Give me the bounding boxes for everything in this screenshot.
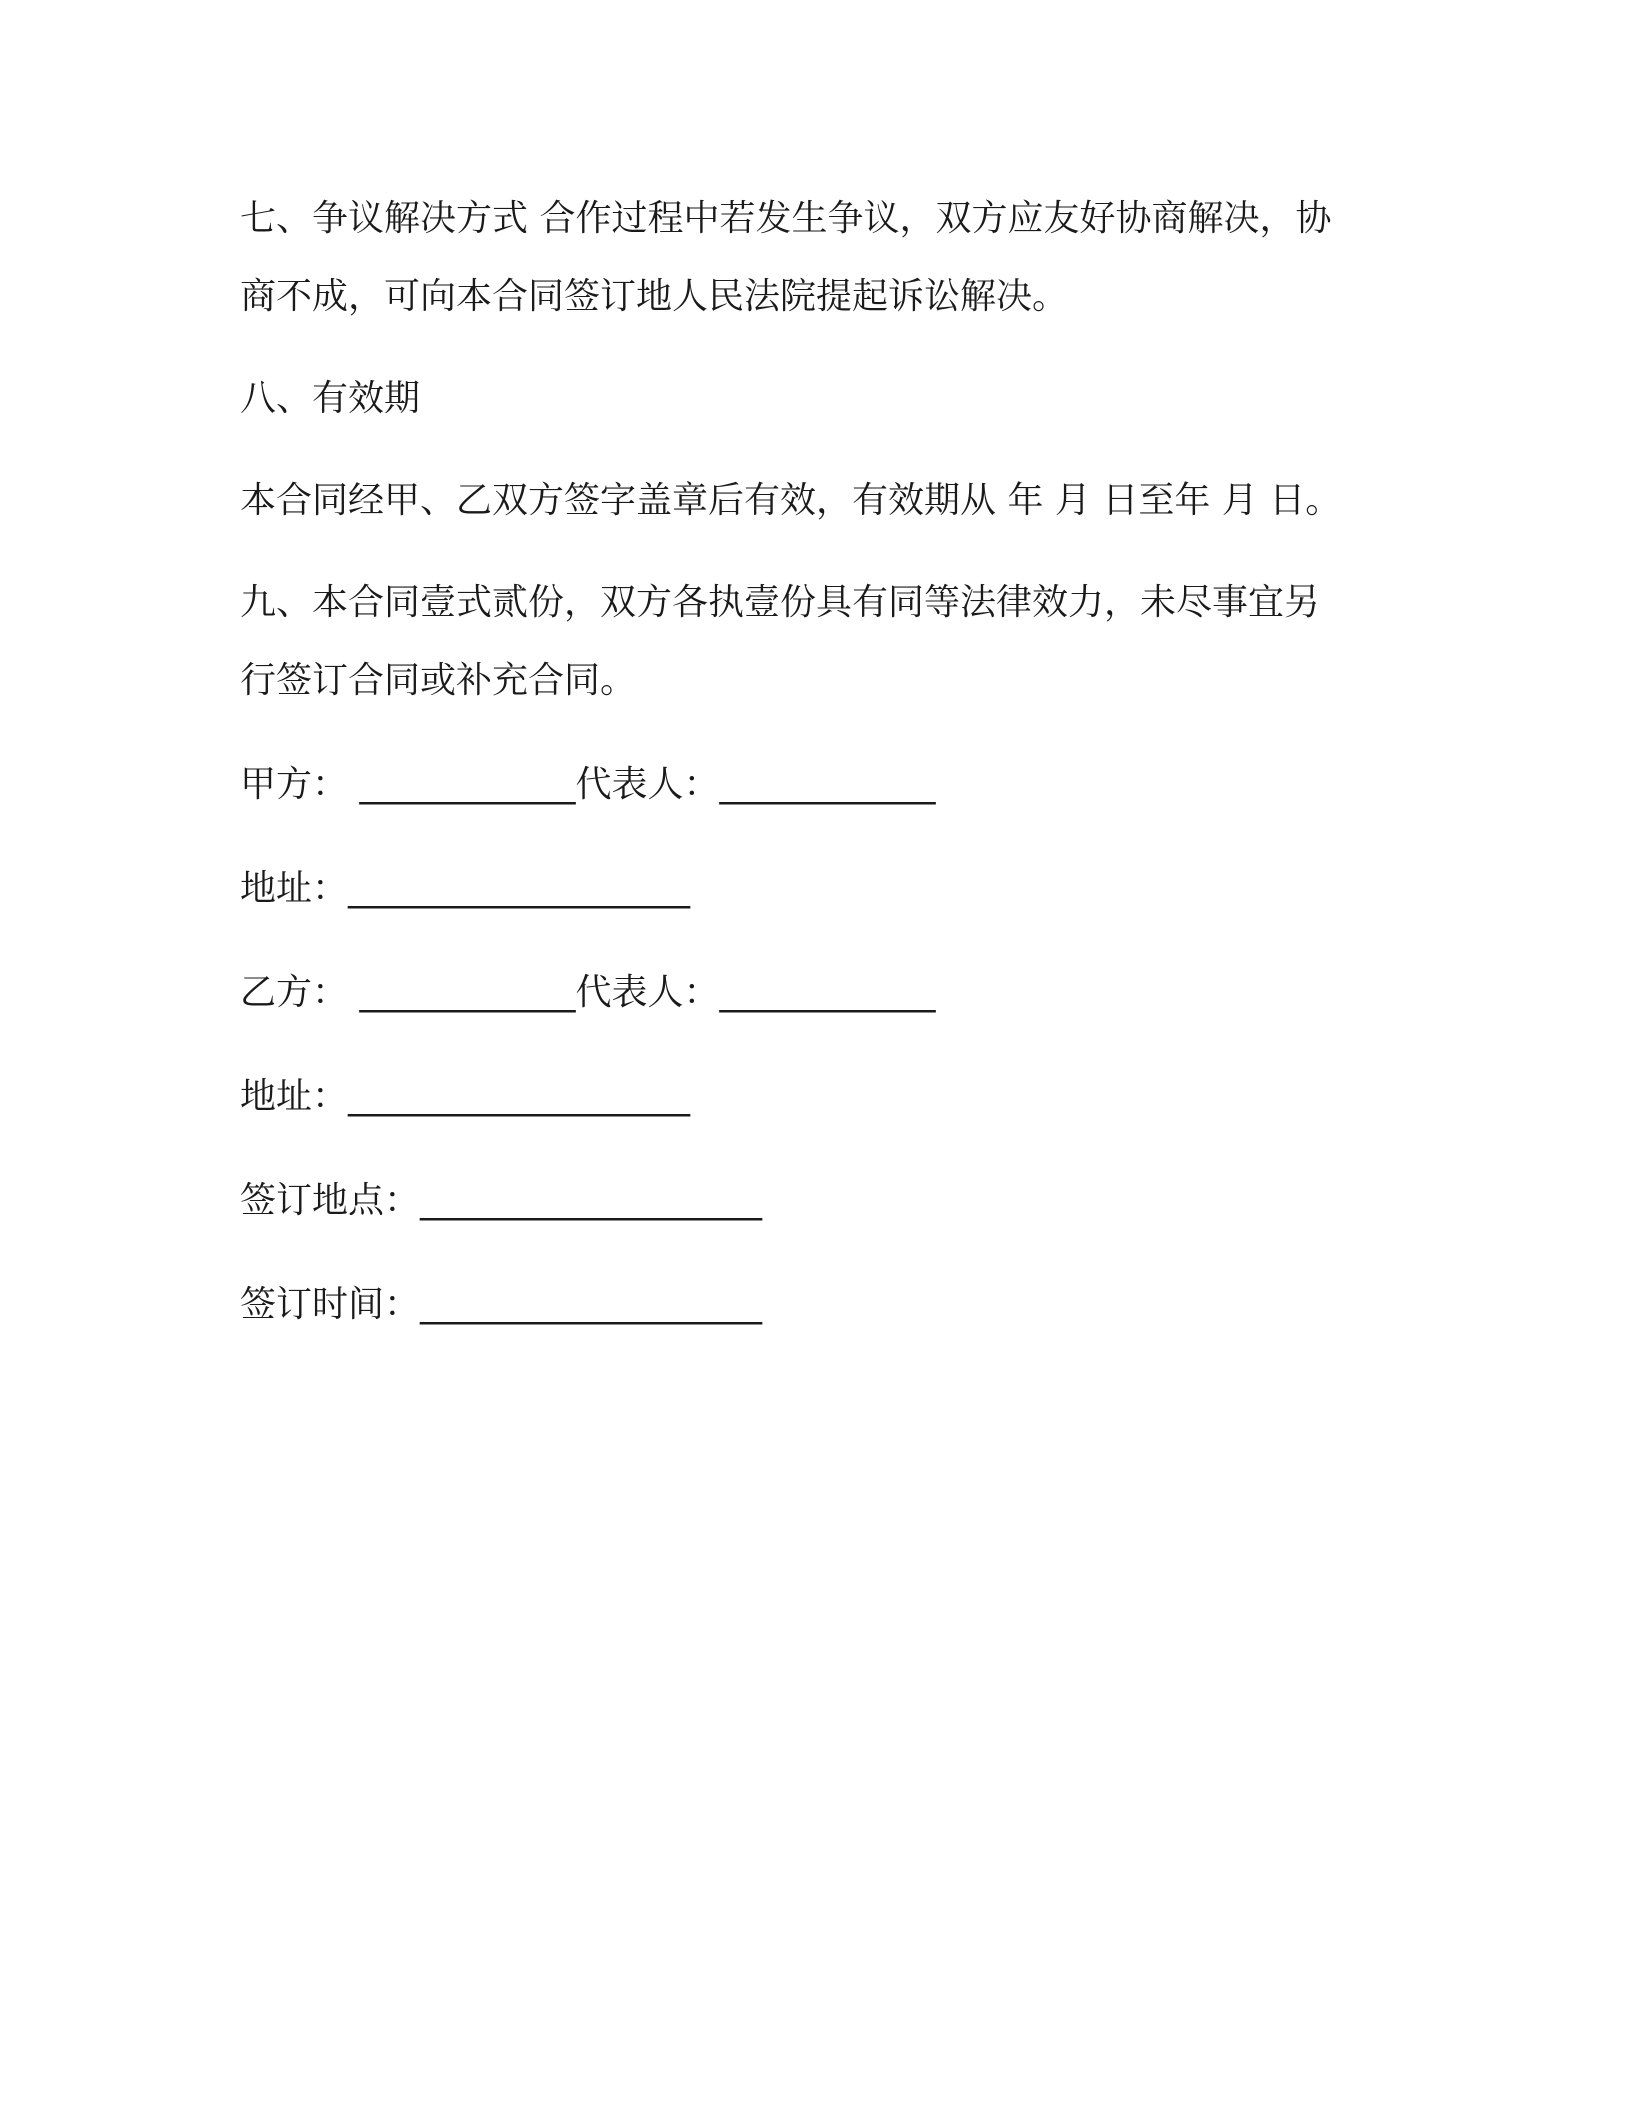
party-b-signature-line: 乙方： ____________代表人：____________: [240, 972, 936, 1013]
section-8-heading: 八、有效期: [240, 378, 421, 419]
section-7-line-2: 商不成，可向本合同签订地人民法院提起诉讼解决。: [240, 276, 1069, 317]
section-8-body: 本合同经甲、乙双方签字盖章后有效，有效期从 年 月 日至年 月 日。: [240, 480, 1342, 521]
party-a-signature-line: 甲方： ____________代表人：____________: [240, 764, 936, 805]
section-7-line-1: 七、争议解决方式 合作过程中若发生争议，双方应友好协商解决，协: [240, 198, 1332, 239]
section-9-line-1: 九、本合同壹式贰份，双方各执壹份具有同等法律效力，未尽事宜另: [240, 582, 1321, 623]
party-a-address-line: 地址：___________________: [240, 868, 691, 909]
signing-place-line: 签订地点：___________________: [240, 1180, 763, 1221]
section-9-line-2: 行签订合同或补充合同。: [240, 660, 637, 701]
signing-time-line: 签订时间：___________________: [240, 1284, 763, 1325]
party-b-address-line: 地址：___________________: [240, 1076, 691, 1117]
